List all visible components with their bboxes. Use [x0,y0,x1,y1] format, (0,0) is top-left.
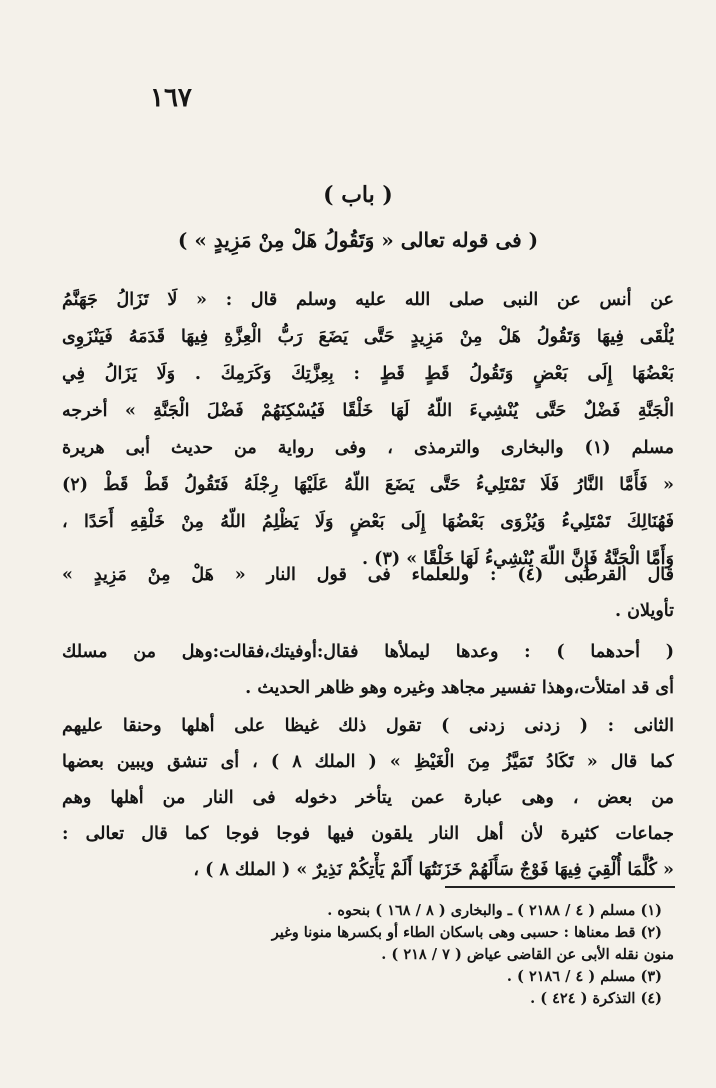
first-interpretation [62,634,674,706]
footnote-divider [445,886,675,888]
paragraph-line: من بعض ، وهى عبارة عمن يتأخر دخوله فى النار من أهلها وهم [62,788,674,808]
paragraph-line: جماعات كثيرة لأن أهل النار يلقون فيها فوجا فوجا كما قال تعالى : [62,824,674,844]
qurtubi-paragraph [62,557,674,629]
paragraph-line: تأويلان . [614,601,674,621]
footnote-continuation: منون نقله الأبى عن القاضى عياض ( ٧ / ٢١٨ ) . [381,946,674,963]
hadith-line: « فَأَمَّا النَّارُ فَلَا تَمْتَلِيءُ حَتَّى يَضَعَ اللّهُ عَلَيْهَا رِجْلَهُ فَتَقُولُ قَطْ قَطْ (٢) [62,475,674,495]
chapter-title: ( باب ) [323,182,393,208]
paragraph-line: أى قد امتلأت،وهذا تفسير مجاهد وغيره وهو ظاهر الحديث . [245,678,674,698]
footnotes [52,900,674,1010]
hadith-line: الْجَنَّةِ فَضْلٌ حَتَّى يُنْشِيءَ اللّهُ لَهَا خَلْقًا فَيُسْكِنَهُمْ فَضْلَ الْجَنَّةِ » أخرجه [62,401,674,421]
hadith-line: وَأَمَّا الْجَنَّةُ فَإِنَّ اللّهَ يُنْشِيءُ لَهَا خَلْقًا » (٣) . [361,549,674,569]
footnote: (٢) قط معناها : حسبى وهى باسكان الطاء أو بكسرها منونا وغير [271,924,662,941]
hadith-line: عن أنس عن النبى صلى الله عليه وسلم قال : « لَا تَزَالُ جَهَنَّمُ [62,290,674,310]
hadith-line: فَهُنَالِكَ تَمْتَلِيءُ وَيُزْوَى بَعْضُهَا إِلَى بَعْضٍ وَلَا يَظْلِمُ اللّهُ مِنْ خَلْقِهِ أَحَدًا ، [62,512,674,532]
footnote: (٤) التذكرة ( ٤٢٤ ) . [530,990,662,1007]
hadith-line: مسلم (١) والبخارى والترمذى ، وفى رواية من حديث أبى هريرة [62,438,674,458]
page-number: ١٦٧ [150,83,192,113]
paragraph-line: كما قال « تَكَادُ تَمَيَّزُ مِنَ الْغَيْظِ » ( الملك ٨ ) ، أى تنشق ويبين بعضها [62,752,674,772]
paragraph-line: قال القرطبى (٤) : وللعلماء فى قول النار « هَلْ مِنْ مَزِيدٍ » [62,565,674,585]
paragraph-line: ( أحدهما ) : وعدها ليملأها فقال:أوفيتك،فقالت:وهل من مسلك [62,642,674,662]
footnote: (٣) مسلم ( ٤ / ٢١٨٦ ) . [506,968,662,985]
paragraph-line: الثانى : ( زدنى زدنى ) تقول ذلك غيظا على أهلها وحنقا عليهم [62,716,674,736]
second-interpretation [62,708,674,888]
hadith-line: يُلْقَى فِيهَا وَتَقُولُ هَلْ مِنْ مَزِيدٍ حَتَّى يَضَعَ رَبُّ الْعِزَّةِ فِيهَا قَدَمَهُ فَيَنْزَوِى [62,327,674,347]
hadith-paragraph [62,282,674,578]
paragraph-line: « كُلَّمَا أُلْقِيَ فِيهَا فَوْجٌ سَأَلَهُمْ خَزَنَتُهَا أَلَمْ يَأْتِكُمْ نَذِيرٌ » ( الملك ٨ ) ، [193,860,674,880]
chapter-subtitle: ( فى قوله تعالى « وَتَقُولُ هَلْ مِنْ مَزِيدٍ » ) [177,228,539,252]
footnote: (١) مسلم ( ٤ / ٢١٨٨ ) ـ والبخارى ( ٨ / ١٦٨ ) بنحوه . [327,902,662,919]
hadith-line: بَعْضُهَا إِلَى بَعْضٍ وَتَقُولُ قَطٍ قَطٍ : بِعِزَّتِكَ وَكَرَمِكَ . وَلَا يَزَالُ فِي [62,364,674,384]
